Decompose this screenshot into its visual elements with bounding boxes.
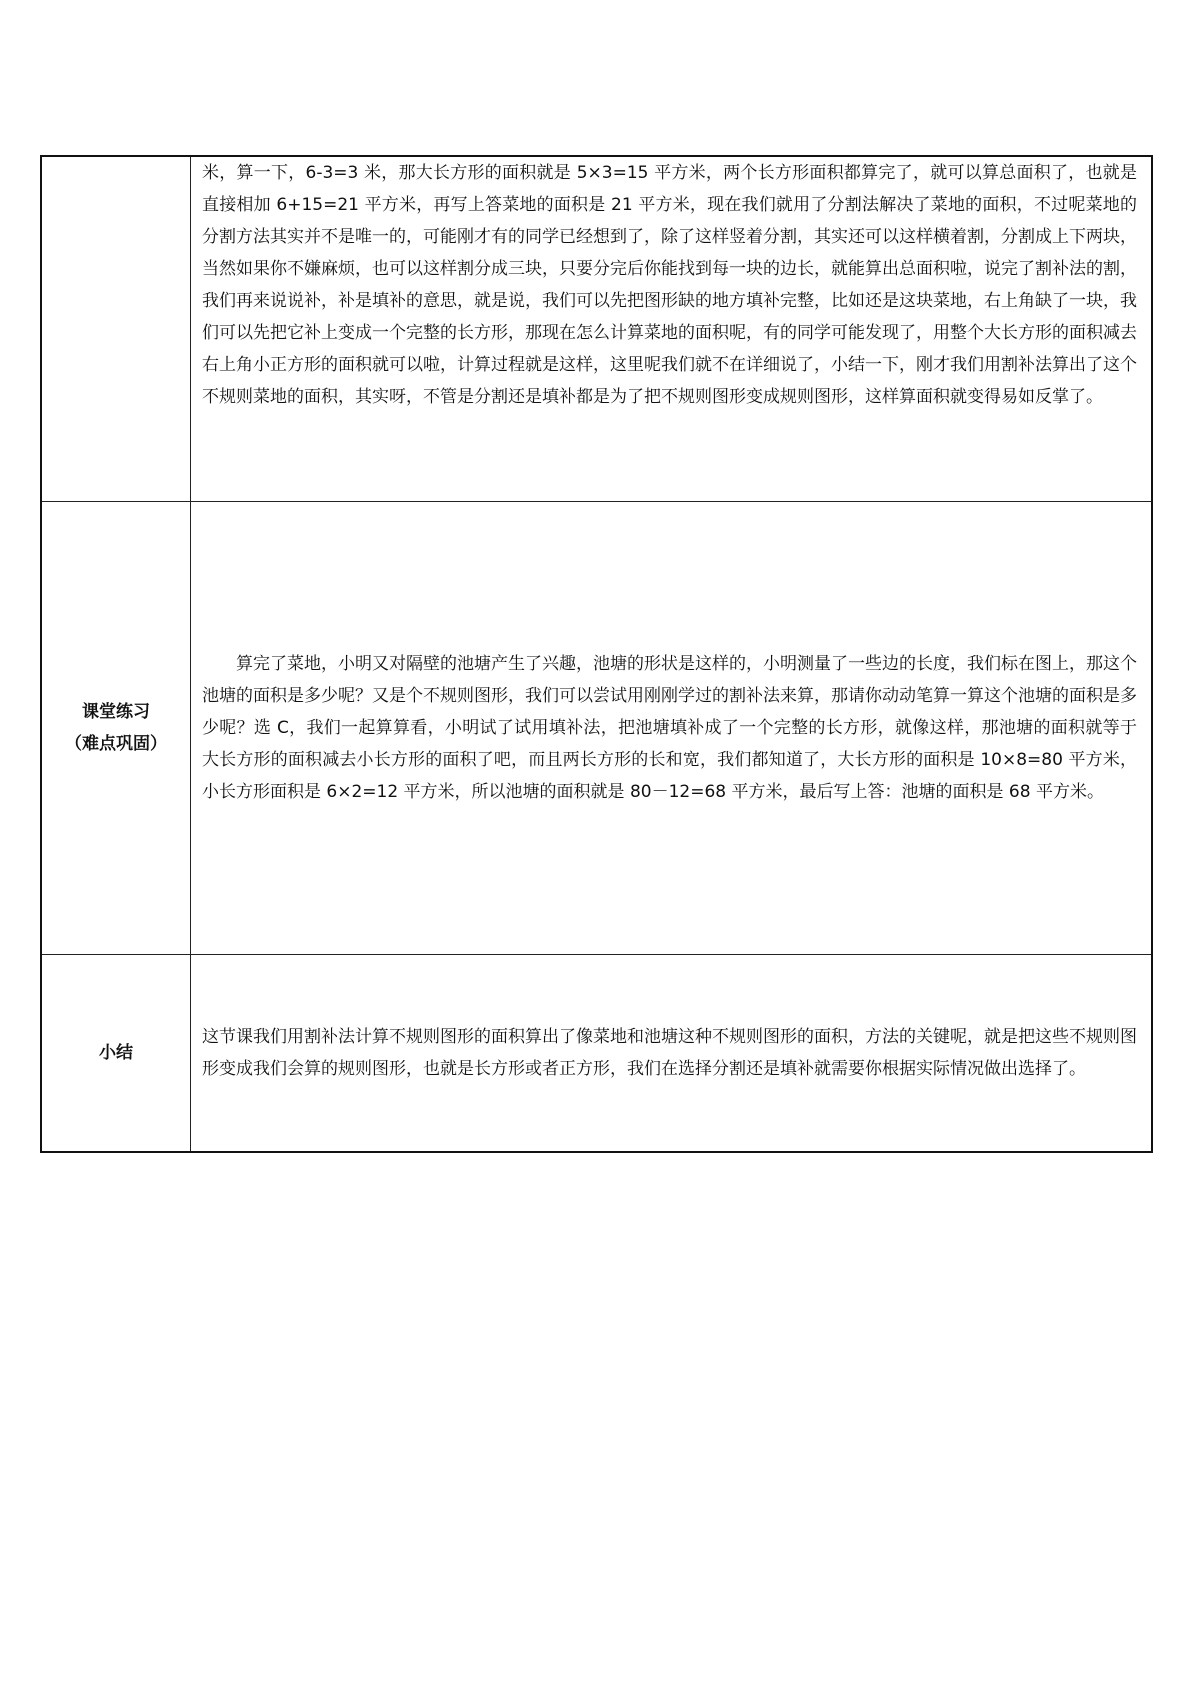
row-content-cell — [191, 954, 1153, 1152]
row-content-cell — [191, 156, 1153, 501]
row-content: 这节课我们用割补法计算不规则图形的面积算出了像菜地和池塘这种不规则图形的面积，方法的关键呢，就是把这些不规则图形变成我们会算的规则图形，也就是长方形或者正方形，我们在选择分割还是填补就需要你根据实际情况做出选择了。 — [202, 1026, 1137, 1079]
table-row — [41, 156, 1152, 501]
row-label-cell — [41, 156, 191, 501]
lesson-plan-table — [40, 155, 1153, 1153]
row-label-cell — [41, 501, 191, 954]
row-label-sub: （难点巩固） — [65, 733, 167, 754]
row-label: 课堂练习 — [82, 701, 150, 722]
row-label: 小结 — [99, 1042, 133, 1063]
row-label-cell — [41, 954, 191, 1152]
table-row — [41, 501, 1152, 954]
row-content: 算完了菜地，小明又对隔壁的池塘产生了兴趣，池塘的形状是这样的，小明测量了一些边的长度，我们标在图上，那这个池塘的面积是多少呢？又是个不规则图形，我们可以尝试用刚刚学过的割补法来算，那请你动动笔算一算这个池塘的面积是多少呢？选 C，我们一起算算看，小明试了试用填补法，把池塘填补成了一个完整的长方形，就像这样，那池塘的面积就等于大长方形的面积减去小长方形的面积了吧，而且两长方形的长和宽，我们都知道了，大长方形的面积是 10×8=80 平方米，小长方形面积是 6×2=12 平方米，所以池塘的面积就是 80－12=68 平方米，最后写上答：池塘的面积是 68 平方米。 — [202, 653, 1137, 802]
row-content: 米，算一下，6-3=3 米，那大长方形的面积就是 5×3=15 平方米，两个长方形面积都算完了，就可以算总面积了，也就是直接相加 6+15=21 平方米，再写上答菜地的面积是 21 平方米，现在我们就用了分割法解决了菜地的面积，不过呢菜地的分割方法其实并不是唯一的，可能刚才有的同学已经想到了，除了这样竖着分割，其实还可以这样横着割，分割成上下两块，当然如果你不嫌麻烦，也可以这样割分成三块，只要分完后你能找到每一块的边长，就能算出总面积啦，说完了割补法的割，我们再来说说补，补是填补的意思，就是说，我们可以先把图形缺的地方填补完整，比如还是这块菜地，右上角缺了一块，我们可以先把它补上变成一个完整的长方形，那现在怎么计算菜地的面积呢，有的同学可能发现了，用整个大长方形的面积减去右上角小正方形的面积就可以啦，计算过程就是这样，这里呢我们就不在详细说了，小结一下，刚才我们用割补法算出了这个不规则菜地的面积，其实呀，不管是分割还是填补都是为了把不规则图形变成规则图形，这样算面积就变得易如反掌了。 — [202, 163, 1137, 407]
row-content-cell — [191, 501, 1153, 954]
table-row — [41, 954, 1152, 1152]
